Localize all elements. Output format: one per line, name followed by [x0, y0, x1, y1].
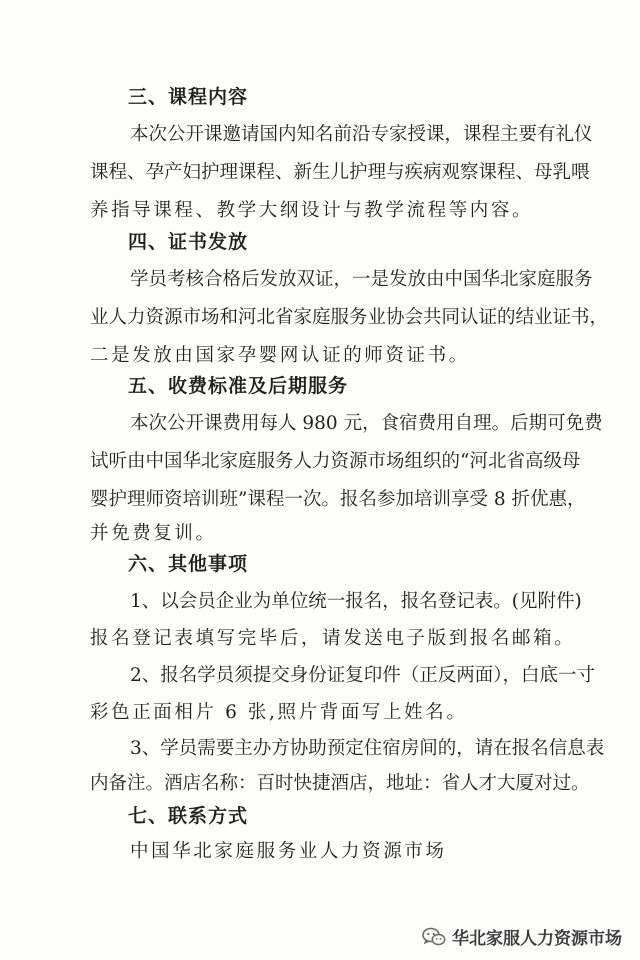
wechat-icon — [422, 927, 446, 947]
paragraph-line: 中国华北家庭服务业人力资源市场 — [130, 841, 447, 862]
paragraph-line: 课程、孕产妇护理课程、新生儿护理与疾病观察课程、母乳喂 — [90, 162, 590, 183]
paragraph-line: 婴护理师资培训班”课程一次。报名参加培训享受 8 折优惠， — [90, 489, 586, 510]
paragraph-line: 内备注。酒店名称：百时快捷酒店，地址：省人才大厦对过。 — [90, 773, 590, 794]
section-heading-certificates: 四、证书发放 — [128, 231, 249, 253]
paragraph-line: 本次公开课邀请国内知名前沿专家授课，课程主要有礼仪 — [130, 124, 593, 145]
paragraph-line: 1、以会员企业为单位统一报名，报名登记表。(见附件) — [130, 591, 582, 612]
section-heading-contact: 七、联系方式 — [128, 805, 249, 827]
paragraph-line: 彩色正面相片 6 张,照片背面写上姓名。 — [90, 702, 468, 723]
paragraph-line: 3、学员需要主办方协助预定住宿房间的，请在报名信息表 — [130, 738, 605, 759]
paragraph-line: 养指导课程、教学大纲设计与教学流程等内容。 — [90, 200, 534, 221]
wechat-watermark — [422, 924, 622, 949]
section-heading-other-matters: 六、其他事项 — [128, 553, 249, 575]
paragraph-line: 二是发放由国家孕婴网认证的师资证书。 — [90, 345, 470, 366]
paragraph-line: 学员考核合格后发放双证，一是发放由中国华北家庭服务 — [130, 269, 593, 290]
paragraph-line: 报名登记表填写完毕后，请发送电子版到报名邮箱。 — [90, 628, 576, 649]
paragraph-line: 试听由中国华北家庭服务人力资源市场组织的“河北省高级母 — [90, 451, 581, 472]
paragraph-line: 2、报名学员须提交身份证复印件（正反两面），白底一寸 — [130, 665, 596, 686]
section-heading-fees-and-service: 五、收费标准及后期服务 — [128, 375, 349, 397]
section-heading-course-content: 三、课程内容 — [128, 86, 249, 108]
paragraph-line: 业人力资源市场和河北省家庭服务业协会共同认证的结业证书， — [90, 307, 609, 328]
paragraph-line: 并免费复训。 — [90, 523, 217, 544]
paragraph-line: 本次公开课费用每人 980 元，食宿费用自理。后期可免费 — [130, 413, 603, 434]
watermark-text: 华北家服人力资源市场 — [452, 929, 622, 949]
